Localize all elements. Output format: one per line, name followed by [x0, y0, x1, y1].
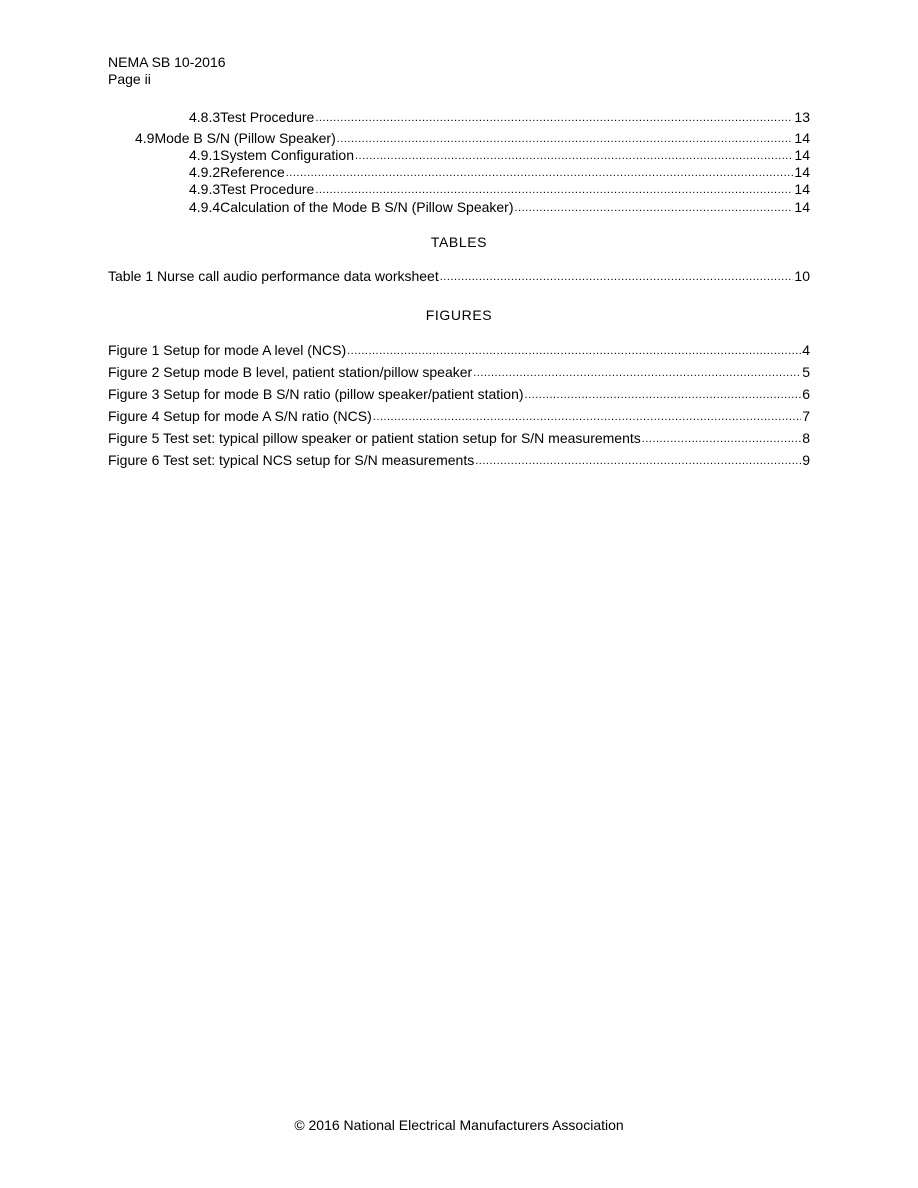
dot-leader [315, 182, 793, 199]
toc-entry-page: 14 [794, 147, 810, 163]
figure-entry-title: Figure 5 Test set: typical pillow speaker or patient station setup for S/N measurements [108, 430, 641, 446]
toc-entry-number: 4.9.3 [189, 181, 221, 197]
dot-leader [355, 148, 793, 165]
toc-entry-number: 4.9 [135, 130, 155, 146]
toc-entry-number: 4.8.3 [189, 109, 221, 125]
figure-list-entry[interactable] [108, 452, 810, 471]
toc-entry-number: 4.9.4 [189, 199, 221, 215]
dot-leader [515, 200, 794, 217]
toc-entry-title: System Configuration [220, 147, 354, 163]
figure-entry-title: Figure 2 Setup mode B level, patient station/pillow speaker [108, 364, 473, 380]
figure-entry-page: 4 [802, 342, 810, 358]
figure-entry-title: Figure 6 Test set: typical NCS setup for S/N measurements [108, 452, 475, 468]
dot-leader [440, 269, 794, 286]
toc-entry-number: 4.9.1 [189, 147, 221, 163]
document-id: NEMA SB 10-2016 [108, 54, 226, 70]
toc-entry-title: Test Procedure [220, 109, 315, 125]
toc-entry[interactable] [189, 181, 810, 200]
figure-entry-title: Figure 1 Setup for mode A level (NCS) [108, 342, 347, 358]
toc-entry-title: Reference [220, 164, 285, 180]
dot-leader [286, 165, 794, 182]
figure-list-entry[interactable] [108, 342, 810, 361]
page-header [108, 54, 226, 88]
figure-entry-title: Figure 4 Setup for mode A S/N ratio (NCS) [108, 408, 372, 424]
figure-entry-page: 5 [802, 364, 810, 380]
toc-entry-title: Mode B S/N (Pillow Speaker) [154, 130, 336, 146]
figure-list-entry[interactable] [108, 408, 810, 427]
toc-entry-page: 14 [794, 199, 810, 215]
toc-entry-page: 14 [794, 164, 810, 180]
dot-leader [525, 387, 802, 404]
figure-entry-page: 6 [802, 386, 810, 402]
dot-leader [315, 110, 793, 127]
dot-leader [373, 409, 801, 426]
table-entry-title: Table 1 Nurse call audio performance data worksheet [108, 268, 439, 284]
dot-leader [337, 131, 794, 148]
figure-entry-page: 8 [802, 430, 810, 446]
toc-entry-page: 14 [794, 130, 810, 146]
toc-entry-title: Test Procedure [220, 181, 315, 197]
toc-entry-number: 4.9.2 [189, 164, 221, 180]
dot-leader [473, 365, 801, 382]
figures-heading: FIGURES [425, 307, 493, 323]
figure-entry-page: 9 [802, 452, 810, 468]
copyright-footer: © 2016 National Electrical Manufacturers Association [294, 1117, 624, 1133]
figure-list-entry[interactable] [108, 386, 810, 405]
toc-entry-page: 13 [794, 109, 810, 125]
toc-entry[interactable] [189, 109, 810, 128]
tables-heading: TABLES [430, 234, 488, 250]
toc-entry-title: Calculation of the Mode B S/N (Pillow Speaker) [220, 199, 514, 215]
table-list-entry[interactable] [108, 268, 810, 287]
dot-leader [347, 343, 801, 360]
figure-entry-title: Figure 3 Setup for mode B S/N ratio (pillow speaker/patient station) [108, 386, 524, 402]
figure-entry-page: 7 [802, 408, 810, 424]
toc-entry-page: 14 [794, 181, 810, 197]
toc-entry[interactable] [189, 199, 810, 218]
dot-leader [475, 453, 801, 470]
figure-list-entry[interactable] [108, 364, 810, 383]
table-entry-page: 10 [794, 268, 810, 284]
figure-list-entry[interactable] [108, 430, 810, 449]
dot-leader [642, 431, 801, 448]
page-number: Page ii [108, 71, 151, 87]
